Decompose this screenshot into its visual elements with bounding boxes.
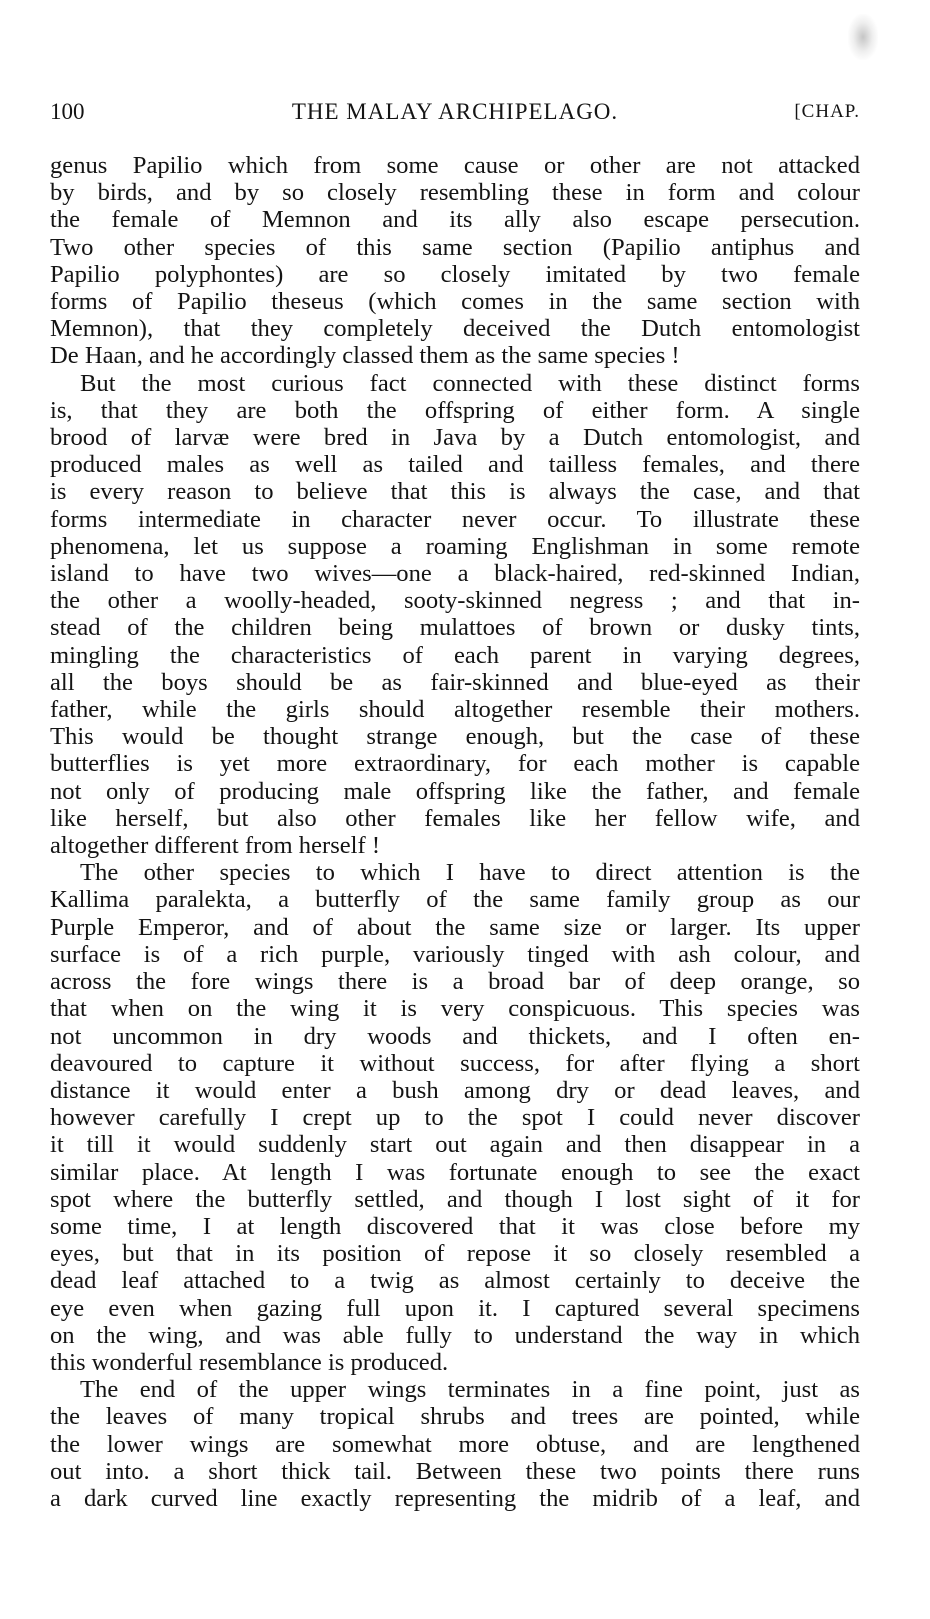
text-line: by birds, and by so closely resembling these in form and colour <box>50 179 860 207</box>
text-line: stead of the children being mulattoes of brown or dusky tints, <box>50 614 860 642</box>
text-line: all the boys should be as fair-skinned and blue-eyed as their <box>50 668 860 696</box>
text-line: forms of Papilio theseus (which comes in the same section with <box>50 288 860 316</box>
text-line: produced males as well as tailed and tailless females, and there <box>50 451 860 479</box>
text-line: Papilio polyphontes) are so closely imitated by two female <box>50 260 860 288</box>
text-line: eyes, but that in its position of repose it so closely resembled a <box>50 1240 860 1268</box>
page-number: 100 <box>50 99 85 124</box>
text-line: the lower wings are somewhat more obtuse, and are lengthened <box>50 1430 860 1458</box>
text-line: out into. a short thick tail. Between these two points there runs <box>50 1457 860 1485</box>
ink-smudge <box>848 14 878 60</box>
paragraph <box>50 152 860 370</box>
text-line: like herself, but also other females like her fellow wife, and <box>50 804 860 832</box>
text-line: however carefully I crept up to the spot I could never discover <box>50 1104 860 1132</box>
paragraph <box>50 370 860 860</box>
text-line: eye even when gazing full upon it. I captured several specimens <box>50 1294 860 1322</box>
text-line: it till it would suddenly start out again and then disappear in a <box>50 1131 860 1159</box>
body-text <box>50 152 860 1512</box>
text-line: mingling the characteristics of each parent in varying degrees, <box>50 641 860 669</box>
text-line: altogether different from herself ! <box>50 832 381 860</box>
text-line: The end of the upper wings terminates in a fine point, just as <box>80 1376 860 1404</box>
text-line: Kallima paralekta, a butterfly of the same family group as our <box>50 886 860 914</box>
text-line: the female of Memnon and its ally also escape persecution. <box>50 206 860 234</box>
text-line: brood of larvæ were bred in Java by a Dutch entomologist, and <box>50 424 860 452</box>
text-line: a dark curved line exactly representing the midrib of a leaf, and <box>50 1484 860 1512</box>
text-line: on the wing, and was able fully to understand the way in which <box>50 1321 860 1349</box>
text-line: this wonderful resemblance is produced. <box>50 1348 449 1376</box>
text-line: distance it would enter a bush among dry or dead leaves, and <box>50 1076 860 1104</box>
text-line: Purple Emperor, and of about the same size or larger. Its upper <box>50 913 860 941</box>
text-line: This would be thought strange enough, but the case of these <box>50 723 860 751</box>
running-title: THE MALAY ARCHIPELAGO. <box>291 99 619 124</box>
text-line: that when on the wing it is very conspicuous. This species was <box>50 995 860 1023</box>
paragraph <box>50 859 860 1376</box>
text-line: But the most curious fact connected with these distinct forms <box>80 369 860 397</box>
text-line: across the fore wings there is a broad bar of deep orange, so <box>50 968 860 996</box>
text-line: forms intermediate in character never occur. To illustrate these <box>50 505 860 533</box>
text-line: is, that they are both the offspring of either form. A single <box>50 396 860 424</box>
text-line: surface is of a rich purple, variously tinged with ash colour, and <box>50 940 860 968</box>
text-line: not only of producing male offspring like the father, and female <box>50 777 860 805</box>
text-line: island to have two wives—one a black-haired, red-skinned Indian, <box>50 560 860 588</box>
text-line: is every reason to believe that this is always the case, and that <box>50 478 860 506</box>
text-line: the leaves of many tropical shrubs and trees are pointed, while <box>50 1403 860 1431</box>
text-line: genus Papilio which from some cause or other are not attacked <box>50 152 860 179</box>
paragraph <box>50 1376 860 1512</box>
text-line: butterflies is yet more extraordinary, for each mother is capable <box>50 750 860 778</box>
text-line: phenomena, let us suppose a roaming Englishman in some remote <box>50 532 860 560</box>
text-line: spot where the butterfly settled, and though I lost sight of it for <box>50 1185 860 1213</box>
text-line: the other a woolly-headed, sooty-skinned negress ; and that in- <box>50 587 860 615</box>
page-header <box>50 95 860 129</box>
chapter-mark: [CHAP. <box>794 101 860 122</box>
text-line: some time, I at length discovered that it was close before my <box>50 1212 860 1240</box>
text-line: Two other species of this same section (Papilio antiphus and <box>50 233 860 261</box>
text-line: Memnon), that they completely deceived the Dutch entomologist <box>50 315 860 343</box>
text-line: deavoured to capture it without success, for after flying a short <box>50 1049 860 1077</box>
text-line: dead leaf attached to a twig as almost certainly to deceive the <box>50 1267 860 1295</box>
text-line: The other species to which I have to direct attention is the <box>80 859 860 887</box>
text-line: father, while the girls should altogether resemble their mothers. <box>50 696 860 724</box>
text-line: De Haan, and he accordingly classed them as the same species ! <box>50 342 680 370</box>
text-line: similar place. At length I was fortunate enough to see the exact <box>50 1158 860 1186</box>
text-line: not uncommon in dry woods and thickets, and I often en- <box>50 1022 860 1050</box>
